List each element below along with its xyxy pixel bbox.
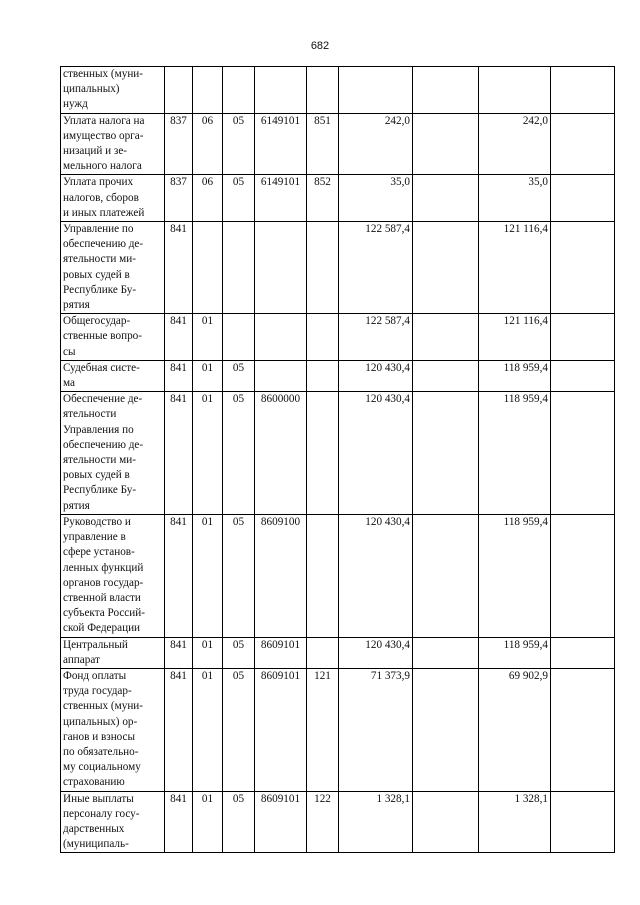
expense-type-code: 852	[307, 175, 339, 222]
amount-col-4	[551, 514, 615, 637]
vedomstvo-code: 841	[165, 791, 193, 853]
amount-col-3	[479, 67, 551, 114]
vedomstvo-code: 841	[165, 514, 193, 637]
amount-col-3: 121 116,4	[479, 314, 551, 361]
vedomstvo-code: 841	[165, 392, 193, 515]
amount-col-2	[413, 514, 479, 637]
amount-col-1: 1 328,1	[339, 791, 413, 853]
table-row	[61, 637, 615, 668]
amount-col-3: 118 959,4	[479, 360, 551, 391]
amount-col-4	[551, 314, 615, 361]
amount-col-1: 120 430,4	[339, 637, 413, 668]
row-name: Уплата налога на имущество орга- низаций и зе- мельного налога	[61, 113, 165, 175]
table-row	[61, 67, 615, 114]
amount-col-4	[551, 113, 615, 175]
vedomstvo-code: 837	[165, 113, 193, 175]
amount-col-2	[413, 67, 479, 114]
amount-col-4	[551, 360, 615, 391]
table-row	[61, 791, 615, 853]
podrazdel-code: 05	[223, 392, 255, 515]
row-name: Иные выплаты персоналу госу- дарственных (муниципаль-	[61, 791, 165, 853]
row-name: Уплата прочих налогов, сборов и иных платежей	[61, 175, 165, 222]
expense-type-code	[307, 637, 339, 668]
vedomstvo-code	[165, 67, 193, 114]
podrazdel-code	[223, 314, 255, 361]
amount-col-3: 118 959,4	[479, 637, 551, 668]
amount-col-2	[413, 314, 479, 361]
podrazdel-code: 05	[223, 113, 255, 175]
podrazdel-code	[223, 67, 255, 114]
amount-col-2	[413, 360, 479, 391]
amount-col-3: 118 959,4	[479, 514, 551, 637]
expense-type-code	[307, 67, 339, 114]
podrazdel-code: 05	[223, 175, 255, 222]
amount-col-4	[551, 668, 615, 791]
vedomstvo-code: 837	[165, 175, 193, 222]
row-name: Общегосудар- ственные вопро- сы	[61, 314, 165, 361]
target-article-code: 6149101	[255, 175, 307, 222]
expense-type-code: 851	[307, 113, 339, 175]
target-article-code	[255, 222, 307, 314]
amount-col-1: 242,0	[339, 113, 413, 175]
expense-type-code	[307, 360, 339, 391]
target-article-code: 8609101	[255, 668, 307, 791]
amount-col-2	[413, 222, 479, 314]
amount-col-4	[551, 637, 615, 668]
razdel-code: 01	[193, 637, 223, 668]
razdel-code: 01	[193, 392, 223, 515]
table-row	[61, 514, 615, 637]
row-name: ственных (муни- ципальных) нужд	[61, 67, 165, 114]
target-article-code: 8609101	[255, 791, 307, 853]
row-name: Судебная систе- ма	[61, 360, 165, 391]
amount-col-1: 122 587,4	[339, 222, 413, 314]
row-name: Фонд оплаты труда государ- ственных (муни- ципальных) ор- ганов и взносы по обязательно- му социальному страхованию	[61, 668, 165, 791]
amount-col-3: 69 902,9	[479, 668, 551, 791]
amount-col-3: 118 959,4	[479, 392, 551, 515]
podrazdel-code: 05	[223, 360, 255, 391]
amount-col-2	[413, 392, 479, 515]
razdel-code: 06	[193, 175, 223, 222]
target-article-code: 6149101	[255, 113, 307, 175]
vedomstvo-code: 841	[165, 222, 193, 314]
table-row	[61, 222, 615, 314]
amount-col-1: 120 430,4	[339, 392, 413, 515]
table-row	[61, 668, 615, 791]
vedomstvo-code: 841	[165, 360, 193, 391]
table-row	[61, 175, 615, 222]
table-row	[61, 392, 615, 515]
expense-type-code	[307, 314, 339, 361]
expense-type-code: 121	[307, 668, 339, 791]
podrazdel-code: 05	[223, 668, 255, 791]
amount-col-3: 35,0	[479, 175, 551, 222]
table-row	[61, 314, 615, 361]
amount-col-4	[551, 175, 615, 222]
vedomstvo-code: 841	[165, 314, 193, 361]
row-name: Руководство и управление в сфере установ- ленных функций органов государ- ственной власти субъекта Россий- ской Федерации	[61, 514, 165, 637]
amount-col-3: 1 328,1	[479, 791, 551, 853]
target-article-code	[255, 314, 307, 361]
row-name: Управление по обеспечению де- ятельности ми- ровых судей в Республике Бу- рятия	[61, 222, 165, 314]
expense-type-code	[307, 222, 339, 314]
target-article-code: 8600000	[255, 392, 307, 515]
razdel-code: 01	[193, 791, 223, 853]
amount-col-3: 242,0	[479, 113, 551, 175]
table-row	[61, 113, 615, 175]
amount-col-1: 71 373,9	[339, 668, 413, 791]
razdel-code: 01	[193, 668, 223, 791]
razdel-code	[193, 67, 223, 114]
podrazdel-code: 05	[223, 791, 255, 853]
amount-col-2	[413, 637, 479, 668]
target-article-code	[255, 67, 307, 114]
target-article-code: 8609100	[255, 514, 307, 637]
podrazdel-code: 05	[223, 637, 255, 668]
target-article-code	[255, 360, 307, 391]
table-row	[61, 360, 615, 391]
page-number: 682	[310, 40, 330, 52]
row-name: Центральный аппарат	[61, 637, 165, 668]
expense-type-code	[307, 392, 339, 515]
amount-col-1: 120 430,4	[339, 514, 413, 637]
amount-col-4	[551, 222, 615, 314]
amount-col-1	[339, 67, 413, 114]
amount-col-1: 35,0	[339, 175, 413, 222]
expense-type-code	[307, 514, 339, 637]
target-article-code: 8609101	[255, 637, 307, 668]
vedomstvo-code: 841	[165, 637, 193, 668]
amount-col-4	[551, 791, 615, 853]
amount-col-3: 121 116,4	[479, 222, 551, 314]
amount-col-4	[551, 67, 615, 114]
amount-col-4	[551, 392, 615, 515]
amount-col-2	[413, 113, 479, 175]
razdel-code	[193, 222, 223, 314]
amount-col-2	[413, 175, 479, 222]
podrazdel-code: 05	[223, 514, 255, 637]
expense-type-code: 122	[307, 791, 339, 853]
razdel-code: 01	[193, 360, 223, 391]
razdel-code: 01	[193, 314, 223, 361]
row-name: Обеспечение де- ятельности Управления по обеспечению де- ятельности ми- ровых судей в Республике Бу- рятия	[61, 392, 165, 515]
vedomstvo-code: 841	[165, 668, 193, 791]
amount-col-1: 120 430,4	[339, 360, 413, 391]
budget-table	[60, 66, 615, 853]
razdel-code: 01	[193, 514, 223, 637]
razdel-code: 06	[193, 113, 223, 175]
podrazdel-code	[223, 222, 255, 314]
amount-col-2	[413, 668, 479, 791]
amount-col-1: 122 587,4	[339, 314, 413, 361]
amount-col-2	[413, 791, 479, 853]
